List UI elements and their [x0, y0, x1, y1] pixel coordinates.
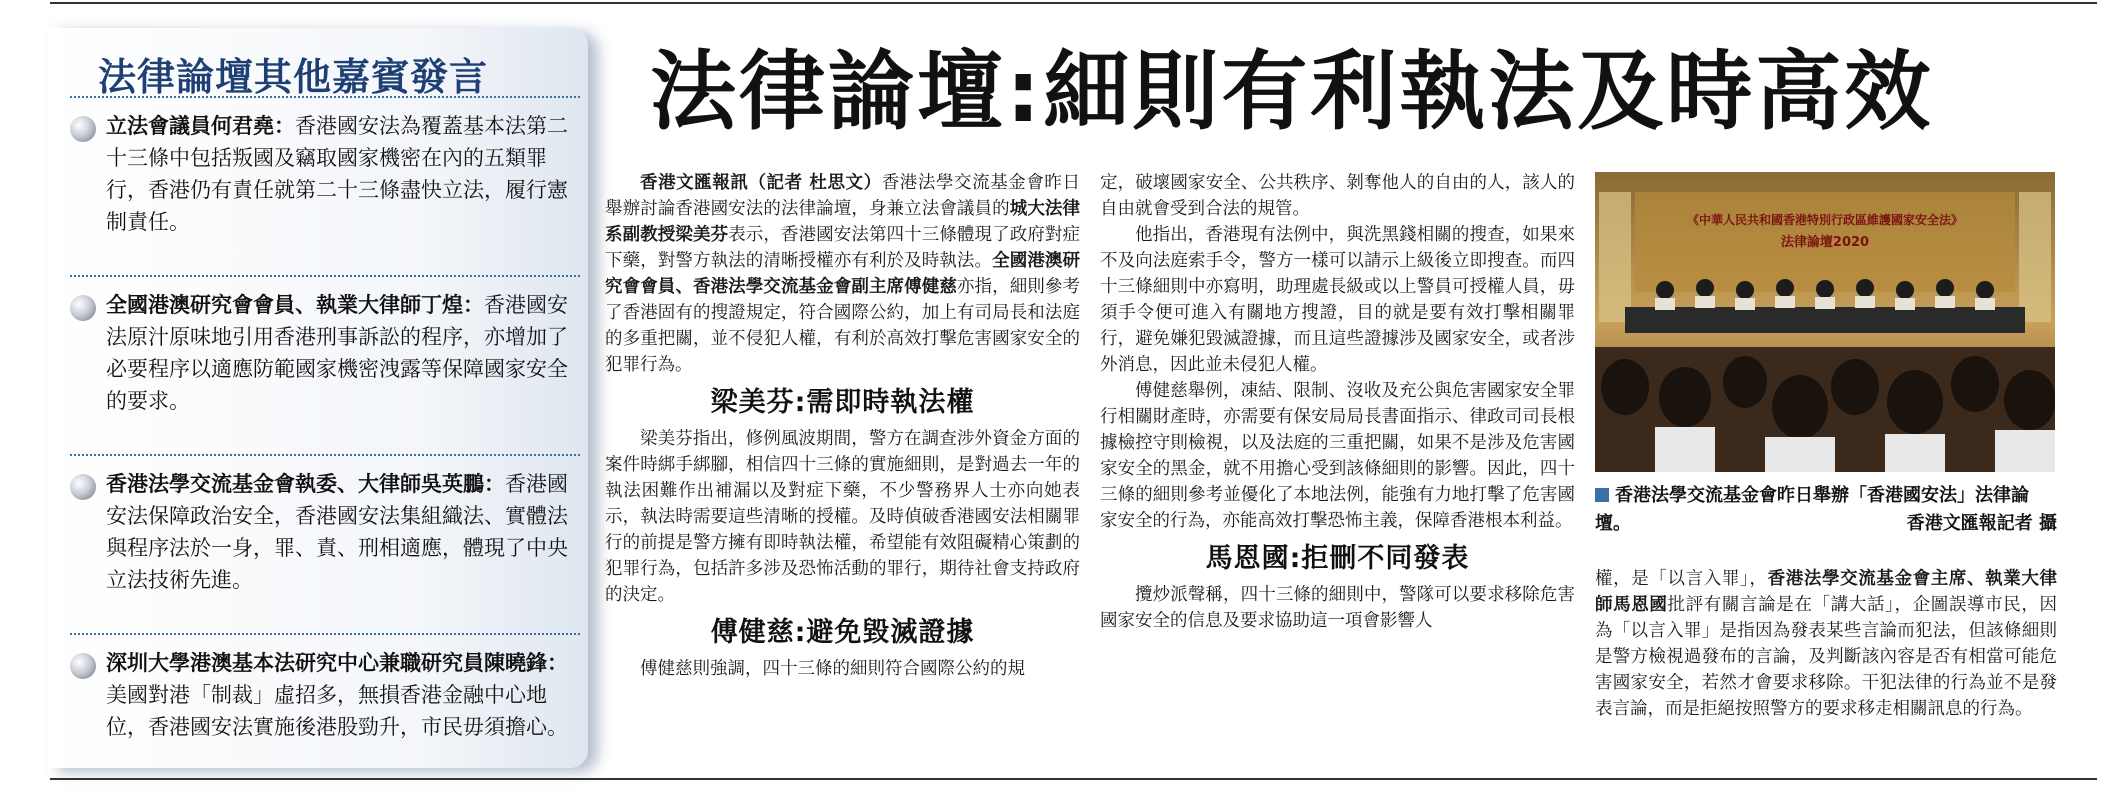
bullet-icon: [70, 653, 96, 679]
sidebar-item: [70, 454, 580, 596]
speaker-name: 全國港澳研究會會員、執業大律師丁煌：: [106, 293, 484, 317]
speaker-quote: 香港國安法原汁原味地引用香港刑事訴訟的程序，亦增加了必要程序以適應防範國家機密洩露等保障國家安全的要求。: [106, 293, 568, 413]
paragraph: 香港文匯報訊（記者 杜思文）香港法學交流基金會昨日舉辦討論香港國安法的法律論壇，身兼立法會議員的城大法律系副教授梁美芬表示，香港國安法第四十三條體現了政府對症下藥，對警方執法的清晰授權亦有利於及時執法。全國港澳研究會會員、香港法學交流基金會副主席傅健慈亦指，細則參考了香港固有的搜證規定，符合國際公約，加上有司局長和法庭的多重把關，並不侵犯人權，有利於高效打擊危害國家安全的犯罪行為。: [605, 173, 1081, 375]
sidebar-item: [70, 275, 580, 417]
bottom-rule: [50, 778, 2097, 780]
speaker-name: 香港法學交流基金會執委、大律師吳英鵬：: [106, 472, 505, 496]
subheading: 馬恩國:拒刪不同發表: [1205, 543, 1470, 574]
bullet-icon: [70, 295, 96, 321]
speaker-name: 立法會議員何君堯：: [106, 114, 295, 138]
photo-caption: 香港法學交流基金會昨日舉辦「香港國安法」法律論壇。 香港文匯報記者 攝: [1595, 482, 2057, 538]
article-column-1: [605, 170, 1080, 682]
caption-square-icon: [1595, 488, 1609, 502]
sidebar-item: [70, 96, 580, 238]
top-rule: [50, 2, 2097, 4]
paragraph: 梁美芬指出，修例風波期間，警方在調查涉外資金方面的案件時綁手綁腳，相信四十三條的實施細則，是對過去一年的執法困難作出補漏以及對症下藥，不少警務界人士亦向她表示，執法時需要這些清晰的授權。及時偵破香港國安法相關罪行的前提是警方擁有即時執法權，希望能有效阻礙精心策劃的犯罪行為，包括許多涉及恐怖活動的罪行，期待社會支持政府的決定。: [605, 429, 1080, 605]
banner-line-2: 法律論壇2020: [1780, 235, 1870, 250]
article-column-2: [1100, 170, 1575, 634]
sidebar-panel: [48, 28, 588, 768]
subheading: 傅健慈:避免毀滅證據: [710, 617, 975, 648]
bullet-icon: [70, 116, 96, 142]
article-column-3: [1595, 566, 2057, 722]
article-headline: 法律論壇:細則有利執法及時高效: [650, 42, 1934, 142]
forum-photo-image: [1595, 172, 2055, 472]
speaker-quote: 香港國安法為覆蓋基本法第二十三條中包括叛國及竊取國家機密在內的五類罪行，香港仍有責任就第二十三條盡快立法，履行憲制責任。: [106, 114, 568, 234]
speaker-name: 深圳大學港澳基本法研究中心兼職研究員陳曉鋒：: [106, 651, 568, 675]
sidebar-title: 法律論壇其他嘉賓發言: [98, 54, 489, 99]
speaker-quote: 香港國安法保障政治安全，香港國安法集組織法、實體法與程序法於一身，罪、責、刑相適應，體現了中央立法技術先進。: [106, 472, 568, 592]
paragraph: 他指出，香港現有法例中，與洗黑錢相關的搜查，如果來不及向法庭索手令，警方一樣可以請示上級後立即搜查。而四十三條細則中亦寫明，助理處長級或以上警員可授權人員，毋須手令便可進入有關地方搜證，目的就是要有效打擊相關罪行，避免嫌犯毀滅證據，而且這些證據涉及國家安全，或者涉外消息，因此並未侵犯人權。: [1100, 225, 1575, 375]
paragraph: 攬炒派聲稱，四十三條的細則中，警隊可以要求移除危害國家安全的信息及要求協助這一項會影響人: [1100, 585, 1575, 631]
photo-credit: 香港文匯報記者 攝: [1906, 513, 2057, 534]
forum-photo: [1595, 172, 2055, 472]
speaker-quote: 美國對港「制裁」虛招多，無損香港金融中心地位，香港國安法實施後港股勁升，市民毋須擔心。: [106, 683, 568, 739]
paragraph: 權，是「以言入罪」，香港法學交流基金會主席、執業大律師馬恩國批評有關言論是在「講大話」，企圖誤導市民，因為「以言入罪」是指因為發表某些言論而犯法，但該條細則是警方檢視過發布的言論，及判斷該內容是否有相當可能危害國家安全，若然才會要求移除。干犯法律的行為並不是發表言論，而是拒絕按照警方的要求移走相關訊息的行為。: [1595, 569, 2058, 719]
paragraph: 傅健慈舉例，凍結、限制、沒收及充公與危害國家安全罪行相關財產時，亦需要有保安局局長書面指示、律政司司長根據檢控守則檢視，以及法庭的三重把關，如果不是涉及危害國家安全的黑金，就不用擔心受到該條細則的影響。因此，四十三條的細則參考並優化了本地法例，能強有力地打擊了危害國家安全的行為，亦能高效打擊恐怖主義，保障香港根本利益。: [1100, 381, 1575, 531]
sidebar-item: [70, 633, 580, 743]
subheading: 梁美芬:需即時執法權: [710, 387, 975, 418]
paragraph: 傅健慈則強調，四十三條的細則符合國際公約的規: [640, 659, 1025, 679]
bullet-icon: [70, 474, 96, 500]
paragraph: 定，破壞國家安全、公共秩序、剝奪他人的自由的人，該人的自由就會受到合法的規管。: [1100, 173, 1575, 219]
banner-line-1: 《中華人民共和國香港特別行政區維護國家安全法》: [1686, 213, 1964, 227]
